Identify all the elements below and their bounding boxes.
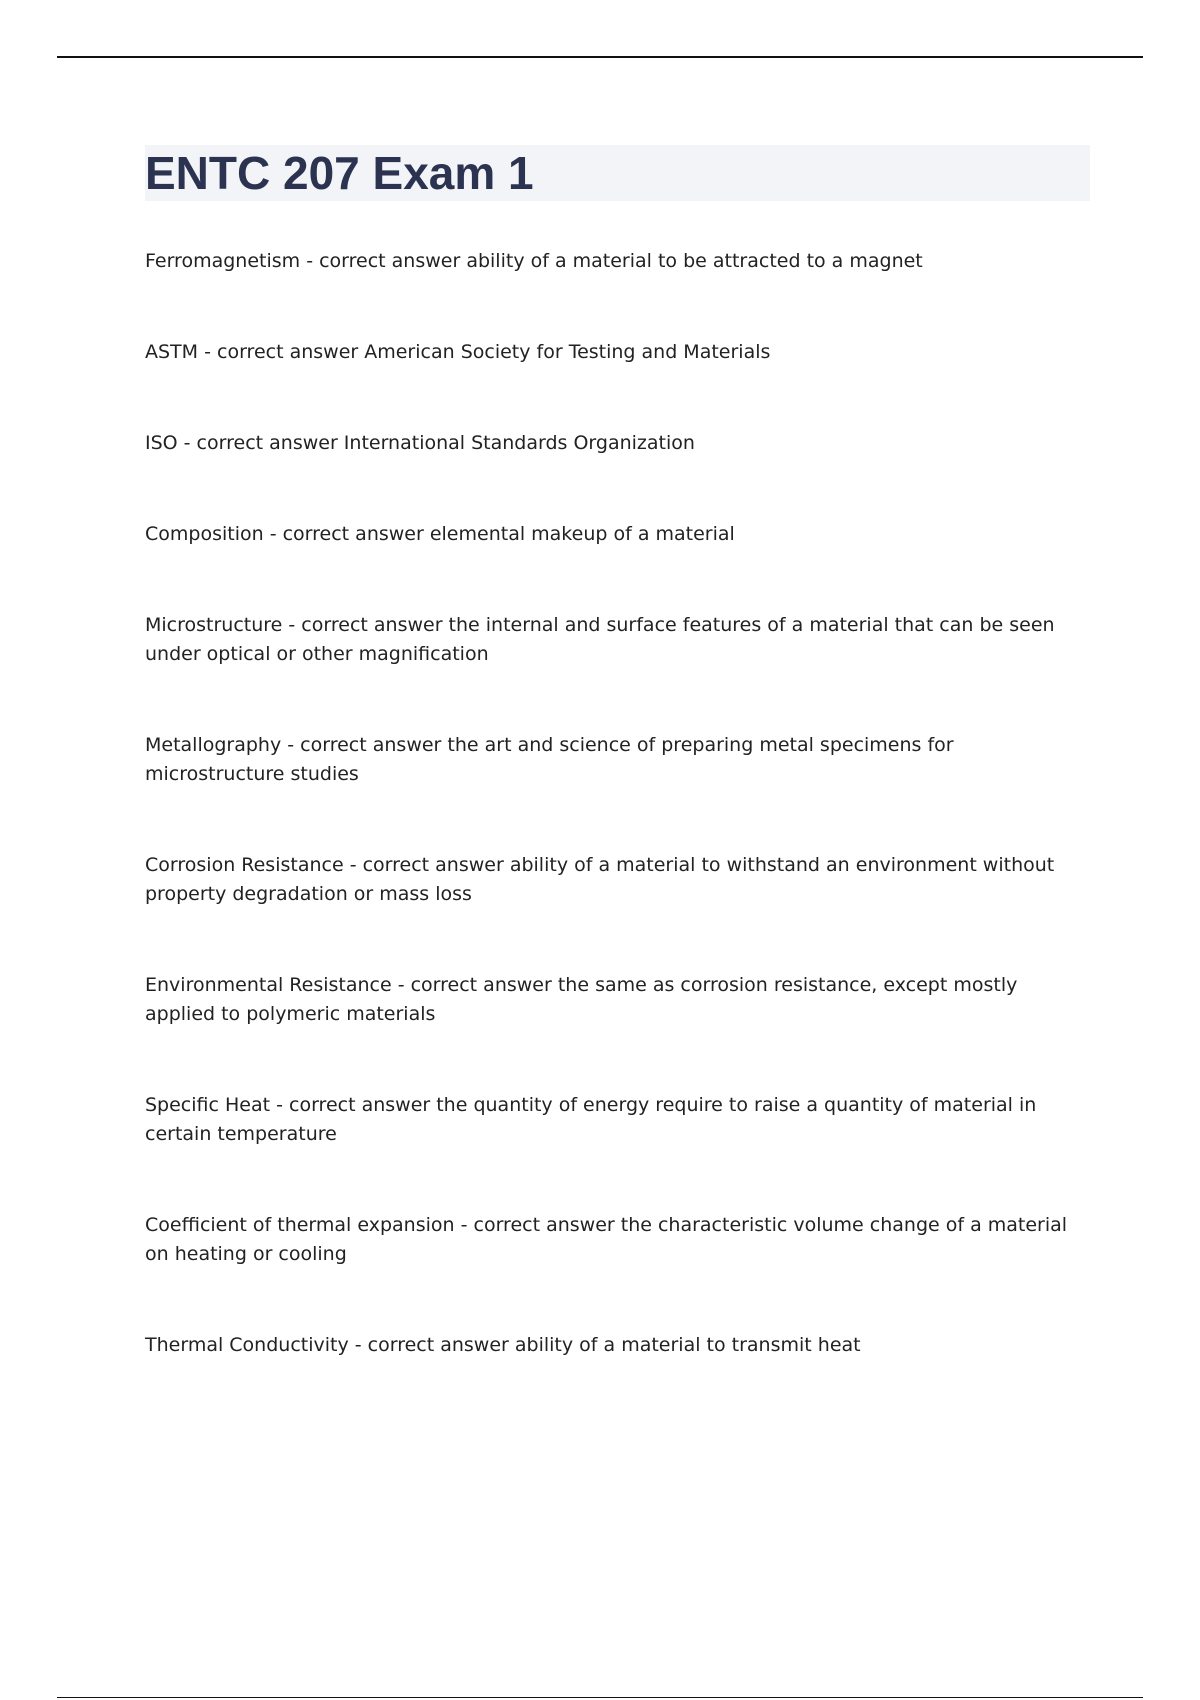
separator: - correct answer [391,974,558,996]
term: Ferromagnetism [145,250,301,272]
list-item [145,1211,1090,1269]
separator: - correct answer [263,523,430,545]
term: Composition [145,523,264,545]
list-item [145,429,1090,458]
page-title: ENTC 207 Exam 1 [145,147,534,199]
top-rule [57,56,1143,58]
answer: the quantity of energy require to raise a quantity of material in certain temperature [145,1094,1037,1145]
term: Thermal Conductivity [145,1334,349,1356]
separator: - correct answer [348,1334,515,1356]
list-item [145,338,1090,367]
answer: ability of a material to withstand an environment without property degradation or mass loss [145,854,1055,905]
answer: the characteristic volume change of a material on heating or cooling [145,1214,1068,1265]
answer: the art and science of preparing metal specimens for microstructure studies [145,734,954,785]
list-item [145,971,1090,1029]
term: Environmental Resistance [145,974,392,996]
answer: ability of a material to be attracted to a magnet [466,250,923,272]
list-item [145,851,1090,909]
term: Specific Heat [145,1094,271,1116]
separator: - correct answer [282,614,449,636]
separator: - correct answer [177,432,344,454]
term: Microstructure [145,614,283,636]
term: ASTM [145,341,199,363]
list-item [145,520,1090,549]
document-body [145,145,1090,1356]
list-item [145,1091,1090,1149]
bottom-rule [57,1697,1143,1698]
answer: ability of a material to transmit heat [514,1334,861,1356]
list-item [145,247,1090,276]
answer: the internal and surface features of a material that can be seen under optical or other magnification [145,614,1055,665]
list-item [145,1331,1090,1360]
separator: - correct answer [343,854,510,876]
answer: the same as corrosion resistance, except mostly applied to polymeric materials [145,974,1018,1025]
separator: - correct answer [281,734,448,756]
separator: - correct answer [198,341,365,363]
list-item [145,731,1090,789]
separator: - correct answer [300,250,467,272]
separator: - correct answer [454,1214,621,1236]
title-band [145,145,1090,201]
term: Coefficient of thermal expansion [145,1214,455,1236]
term: Corrosion Resistance [145,854,344,876]
separator: - correct answer [270,1094,437,1116]
answer: American Society for Testing and Materials [364,341,771,363]
answer: elemental makeup of a material [429,523,735,545]
list-item [145,611,1090,669]
answer: International Standards Organization [343,432,695,454]
term: Metallography [145,734,282,756]
term: ISO [145,432,178,454]
